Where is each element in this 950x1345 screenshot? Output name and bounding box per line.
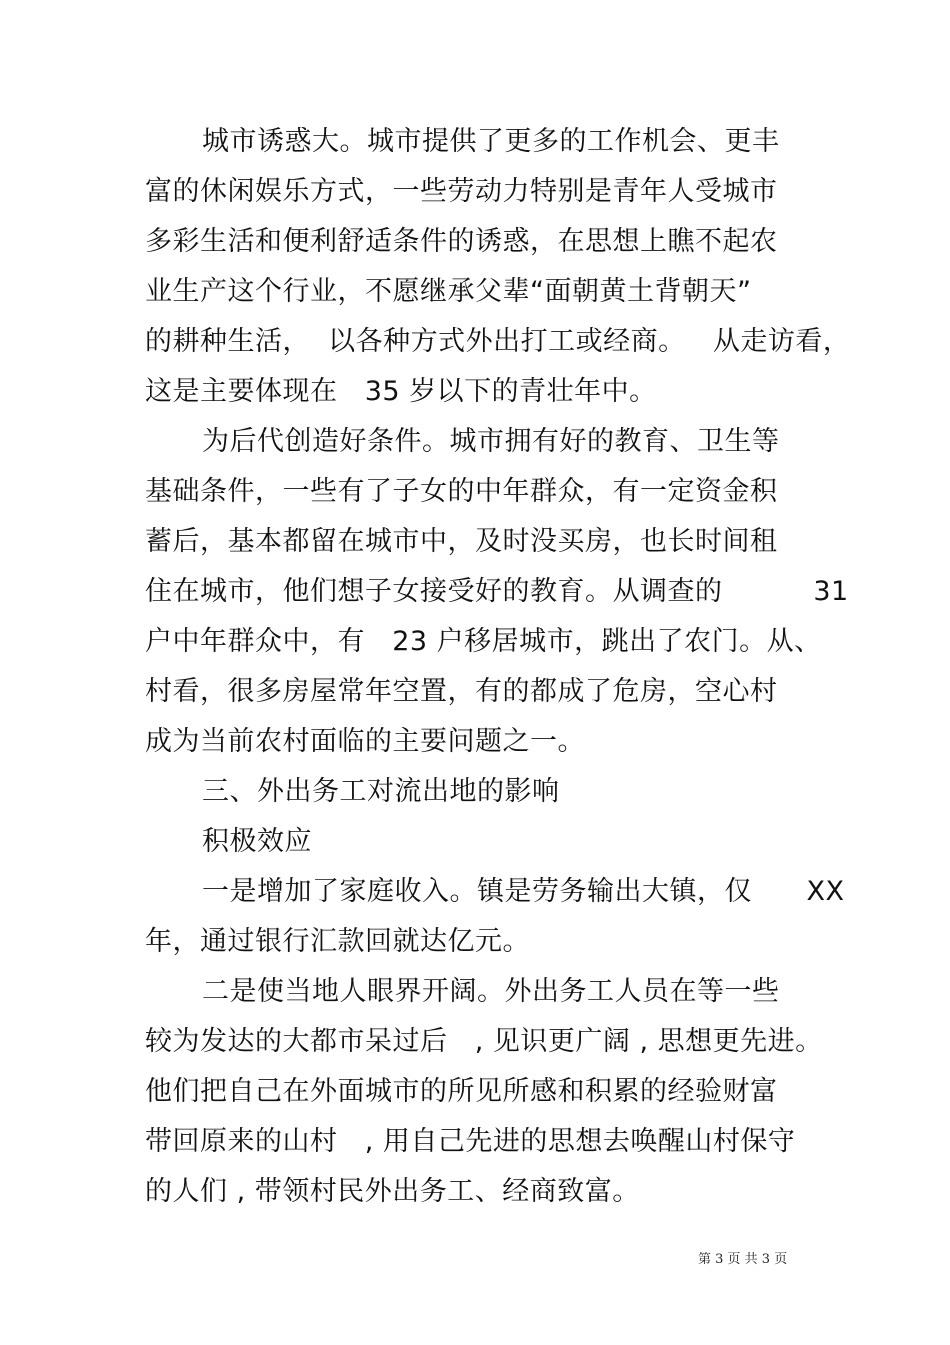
paragraph-line: 基础条件，一些有了子女的中年群众，有一定资金积	[145, 476, 778, 507]
paragraph-line: 带回原来的山村 , 用自己先进的思想去唤醒山村保守	[145, 1126, 796, 1157]
subsection-heading: 积极效应	[202, 826, 312, 857]
paragraph-line: 成为当前农村面临的主要问题之一。	[145, 726, 585, 757]
paragraph-line: 业生产这个行业，不愿继承父辈“面朝黄土背朝天”	[145, 276, 752, 307]
paragraph-line: 的耕种生活， 以各种方式外出打工或经商。 从走访看，	[145, 326, 851, 357]
paragraph-line: 富的休闲娱乐方式，一些劳动力特别是青年人受城市	[145, 176, 778, 207]
paragraph-line: 年，通过银行汇款回就达亿元。	[145, 926, 530, 957]
paragraph-line: 多彩生活和便利舒适条件的诱惑，在思想上瞧不起农	[145, 226, 778, 257]
paragraph-line: 较为发达的大都市呆过后 , 见识更广阔 , 思想更先进。	[145, 1026, 823, 1057]
paragraph-line: 为后代创造好条件。城市拥有好的教育、卫生等	[202, 426, 780, 457]
paragraph-line: 住在城市，他们想子女接受好的教育。从调查的 31	[145, 576, 849, 607]
paragraph-line: 一是增加了家庭收入。镇是劳务输出大镇，仅 XX	[202, 876, 845, 907]
paragraph-line: 户中年群众中，有 23 户移居城市，跳出了农门。从、	[145, 626, 822, 657]
paragraph-line: 这是主要体现在 35 岁以下的青壮年中。	[145, 376, 657, 407]
paragraph-line: 蓄后，基本都留在城市中，及时没买房，也长时间租	[145, 526, 778, 557]
page-number-footer: 第 3 页 共 3 页	[698, 1252, 788, 1267]
paragraph-line: 村看，很多房屋常年空置，有的都成了危房，空心村	[145, 676, 778, 707]
paragraph-line: 他们把自己在外面城市的所见所感和积累的经验财富	[145, 1076, 778, 1107]
paragraph-line: 城市诱惑大。城市提供了更多的工作机会、更丰	[202, 126, 780, 157]
paragraph-line: 的人们 , 带领村民外出务工、经商致富。	[145, 1176, 640, 1207]
paragraph-line: 二是使当地人眼界开阔。外出务工人员在等一些	[202, 976, 780, 1007]
section-heading: 三、外出务工对流出地的影响	[202, 776, 560, 807]
